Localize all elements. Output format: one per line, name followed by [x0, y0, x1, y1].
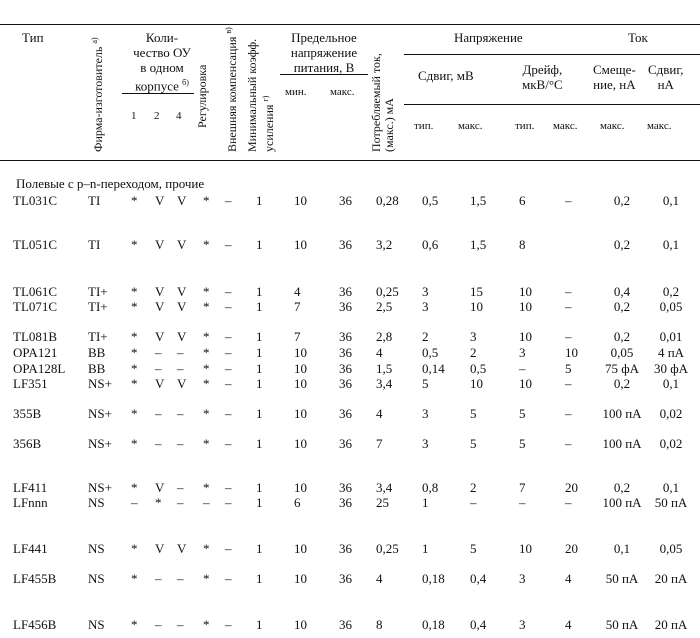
cell-supply-min: 10: [294, 376, 307, 391]
cell-offset-max: 5: [470, 541, 477, 556]
ioffset-max-label: макс.: [647, 120, 672, 132]
cell-current: 1,5: [376, 361, 393, 376]
cell-count-1: –: [131, 495, 138, 510]
cell-min-gain: 1: [256, 571, 263, 586]
cell-bias: 0,2: [613, 299, 631, 314]
cell-drift-typ: –: [519, 495, 526, 510]
cell-type: LF441: [13, 541, 48, 556]
cell-current: 3,4: [376, 376, 393, 391]
cell-ioffset: 0,02: [659, 436, 683, 451]
cell-offset-typ: 1: [422, 495, 429, 510]
cell-maker: NS+: [88, 406, 112, 421]
cell-ext-comp: –: [225, 480, 232, 495]
cell-drift-typ: 5: [519, 436, 526, 451]
cell-supply-max: 36: [339, 436, 352, 451]
cell-bias: 50 пА: [605, 617, 639, 632]
cell-count-4: –: [177, 436, 184, 451]
cell-count-4: V: [177, 237, 187, 252]
cell-type: LF351: [13, 376, 48, 391]
cell-count-4: V: [177, 299, 187, 314]
cell-count-1: *: [131, 617, 138, 632]
cell-drift-typ: 5: [519, 406, 526, 421]
cell-regulation: *: [203, 345, 210, 360]
cell-type: LFnnn: [13, 495, 48, 510]
cell-min-gain: 1: [256, 299, 263, 314]
cell-drift-typ: 10: [519, 299, 532, 314]
cell-count-2: –: [155, 436, 162, 451]
cell-bias: 0,2: [613, 376, 631, 391]
cell-drift-typ: 3: [519, 571, 526, 586]
cell-ext-comp: –: [225, 193, 232, 208]
cell-min-gain: 1: [256, 193, 263, 208]
col-header-bias: Смеще- ние, нА: [593, 62, 636, 92]
cell-drift-max: 20: [565, 541, 578, 556]
cell-regulation: *: [203, 299, 210, 314]
cell-count-2: –: [155, 571, 162, 586]
cell-count-2: V: [155, 299, 165, 314]
cell-drift-typ: 3: [519, 617, 526, 632]
cell-drift-typ: 10: [519, 329, 532, 344]
cell-regulation: –: [203, 495, 210, 510]
cell-supply-min: 10: [294, 345, 307, 360]
cell-count-1: *: [131, 541, 138, 556]
cell-regulation: *: [203, 237, 210, 252]
cell-bias: 50 пА: [605, 571, 639, 586]
cell-ioffset: 0,2: [662, 284, 680, 299]
cell-offset-typ: 3: [422, 284, 429, 299]
cell-supply-max: 36: [339, 406, 352, 421]
cell-bias: 0,05: [610, 345, 634, 360]
col-header-count: Коли- чество ОУ в одном корпусе $^{б)}$: [133, 30, 191, 94]
cell-supply-max: 36: [339, 299, 352, 314]
col-header-drift: Дрейф, мкВ/°C: [522, 62, 563, 92]
cell-supply-min: 10: [294, 480, 307, 495]
cell-current: 8: [376, 617, 383, 632]
cell-regulation: *: [203, 284, 210, 299]
cell-bias: 100 пА: [602, 436, 642, 451]
cell-count-4: –: [177, 571, 184, 586]
cell-supply-min: 6: [294, 495, 301, 510]
cell-maker: NS+: [88, 436, 112, 451]
cell-bias: 0,2: [613, 193, 631, 208]
cell-offset-max: 2: [470, 345, 477, 360]
cell-count-4: V: [177, 284, 187, 299]
cell-offset-typ: 0,6: [422, 237, 439, 252]
cell-ext-comp: –: [225, 571, 232, 586]
offset-typ-label: тип.: [414, 120, 434, 132]
cell-count-2: –: [155, 345, 162, 360]
cell-ext-comp: –: [225, 376, 232, 391]
cell-current: 2,5: [376, 299, 393, 314]
group-header-voltage: Напряжение: [454, 30, 523, 45]
cell-offset-typ: 0,5: [422, 193, 439, 208]
cell-regulation: *: [203, 571, 210, 586]
cell-offset-typ: 0,18: [422, 617, 445, 632]
cell-count-4: –: [177, 361, 184, 376]
cell-ext-comp: –: [225, 284, 232, 299]
cell-count-1: *: [131, 571, 138, 586]
cell-type: LF456B: [13, 617, 57, 632]
cell-type: TL061C: [13, 284, 58, 299]
cell-count-2: V: [155, 193, 165, 208]
cell-count-1: *: [131, 480, 138, 495]
cell-supply-max: 36: [339, 284, 352, 299]
cell-maker: NS+: [88, 480, 112, 495]
cell-drift-typ: 6: [519, 193, 526, 208]
cell-supply-max: 36: [339, 617, 352, 632]
cell-ioffset: 0,02: [659, 406, 683, 421]
cell-count-2: V: [155, 329, 165, 344]
cell-offset-max: 0,4: [470, 617, 487, 632]
cell-type: OPA121: [13, 345, 58, 360]
cell-current: 4: [376, 345, 383, 360]
cell-drift-typ: –: [519, 361, 526, 376]
cell-maker: NS: [88, 617, 105, 632]
cell-current: 3,4: [376, 480, 393, 495]
col-header-min-gain: Минимальный коэфф. усиления $^{г)}$: [245, 38, 276, 152]
cell-maker: BB: [88, 361, 106, 376]
cell-count-1: *: [131, 193, 138, 208]
cell-drift-max: –: [565, 284, 572, 299]
count-sub-1: 1: [131, 110, 137, 122]
cell-bias: 0,2: [613, 480, 631, 495]
cell-min-gain: 1: [256, 345, 263, 360]
supply-max-label: макс.: [330, 86, 355, 98]
cell-drift-max: –: [565, 495, 572, 510]
cell-count-4: V: [177, 376, 187, 391]
cell-maker: NS: [88, 495, 105, 510]
cell-offset-typ: 3: [422, 436, 429, 451]
cell-ext-comp: –: [225, 361, 232, 376]
cell-supply-max: 36: [339, 376, 352, 391]
cell-count-4: –: [177, 495, 184, 510]
cell-current: 4: [376, 571, 383, 586]
cell-drift-typ: 10: [519, 541, 532, 556]
col-header-ioffset: Сдвиг, нА: [648, 62, 684, 92]
cell-current: 2,8: [376, 329, 393, 344]
cell-offset-max: 15: [470, 284, 483, 299]
cell-bias: 0,1: [613, 541, 631, 556]
cell-count-2: V: [155, 480, 165, 495]
cell-min-gain: 1: [256, 361, 263, 376]
cell-drift-max: 4: [565, 617, 572, 632]
cell-supply-max: 36: [339, 571, 352, 586]
cell-ioffset: 0,05: [659, 541, 683, 556]
cell-bias: 0,2: [613, 329, 631, 344]
cell-count-4: V: [177, 193, 187, 208]
col-header-supply: Предельное напряжение питания, В: [290, 30, 358, 75]
cell-offset-max: 3: [470, 329, 477, 344]
cell-maker: TI+: [88, 284, 108, 299]
col-header-offset: Сдвиг, мВ: [418, 68, 474, 83]
cell-drift-max: 10: [565, 345, 578, 360]
cell-count-4: V: [177, 541, 187, 556]
cell-count-4: –: [177, 345, 184, 360]
cell-maker: NS+: [88, 376, 112, 391]
cell-offset-typ: 3: [422, 299, 429, 314]
cell-supply-max: 36: [339, 345, 352, 360]
cell-supply-max: 36: [339, 237, 352, 252]
cell-bias: 0,2: [613, 237, 631, 252]
cell-type: 355B: [13, 406, 42, 421]
section-title: Полевые с p–n-переходом, прочие: [16, 176, 205, 191]
cell-offset-max: 1,5: [470, 237, 487, 252]
count-sub-4: 4: [176, 110, 182, 122]
cell-type: LF455B: [13, 571, 57, 586]
cell-offset-max: 1,5: [470, 193, 487, 208]
cell-maker: BB: [88, 345, 106, 360]
cell-regulation: *: [203, 406, 210, 421]
cell-maker: NS: [88, 541, 105, 556]
cell-supply-min: 7: [294, 299, 301, 314]
cell-ext-comp: –: [225, 345, 232, 360]
cell-type: LF411: [13, 480, 48, 495]
cell-offset-typ: 0,8: [422, 480, 439, 495]
cell-current: 7: [376, 436, 383, 451]
cell-supply-max: 36: [339, 193, 352, 208]
cell-maker: TI: [88, 237, 101, 252]
group-header-current: Ток: [628, 30, 648, 45]
cell-count-1: *: [131, 237, 138, 252]
cell-drift-typ: 3: [519, 345, 526, 360]
cell-count-1: *: [131, 345, 138, 360]
cell-min-gain: 1: [256, 329, 263, 344]
cell-offset-typ: 3: [422, 406, 429, 421]
cell-drift-max: –: [565, 406, 572, 421]
cell-count-1: *: [131, 376, 138, 391]
cell-count-4: V: [177, 329, 187, 344]
cell-count-1: *: [131, 436, 138, 451]
cell-drift-max: –: [565, 193, 572, 208]
cell-ioffset: 0,1: [662, 376, 680, 391]
cell-offset-max: 10: [470, 376, 483, 391]
cell-supply-max: 36: [339, 361, 352, 376]
cell-ext-comp: –: [225, 237, 232, 252]
cell-drift-max: –: [565, 329, 572, 344]
group-sub-rule: [404, 54, 700, 55]
bias-max-label: макс.: [600, 120, 625, 132]
cell-ioffset: 20 пА: [654, 571, 688, 586]
cell-type: TL071C: [13, 299, 58, 314]
cell-offset-typ: 0,5: [422, 345, 439, 360]
cell-min-gain: 1: [256, 480, 263, 495]
col-header-ext-comp: Внешняя компенсация $^{в)}$: [224, 27, 239, 152]
cell-current: 25: [376, 495, 389, 510]
cell-maker: NS: [88, 571, 105, 586]
col-header-type: Тип: [22, 30, 44, 45]
supply-min-label: мин.: [285, 86, 307, 98]
cell-count-2: V: [155, 237, 165, 252]
cell-offset-typ: 1: [422, 541, 429, 556]
cell-regulation: *: [203, 361, 210, 376]
cell-current: 0,28: [376, 193, 399, 208]
cell-count-2: *: [155, 495, 162, 510]
cell-count-2: –: [155, 361, 162, 376]
cell-regulation: *: [203, 617, 210, 632]
cell-maker: TI+: [88, 329, 108, 344]
cell-ioffset: 0,01: [659, 329, 683, 344]
cell-type: TL081B: [13, 329, 58, 344]
cell-ioffset: 50 пА: [654, 495, 688, 510]
cell-ioffset: 30 фА: [653, 361, 689, 376]
cell-count-2: –: [155, 617, 162, 632]
cell-regulation: *: [203, 480, 210, 495]
param-sub-rule: [404, 104, 700, 105]
cell-count-4: –: [177, 406, 184, 421]
cell-bias: 0,4: [613, 284, 631, 299]
cell-supply-min: 10: [294, 361, 307, 376]
cell-count-1: *: [131, 406, 138, 421]
cell-maker: TI+: [88, 299, 108, 314]
cell-offset-typ: 0,14: [422, 361, 445, 376]
cell-regulation: *: [203, 436, 210, 451]
cell-offset-typ: 0,18: [422, 571, 445, 586]
cell-offset-max: 5: [470, 406, 477, 421]
cell-offset-typ: 5: [422, 376, 429, 391]
cell-type: 356B: [13, 436, 42, 451]
cell-current: 4: [376, 406, 383, 421]
cell-supply-max: 36: [339, 495, 352, 510]
cell-ext-comp: –: [225, 541, 232, 556]
cell-min-gain: 1: [256, 617, 263, 632]
cell-count-1: *: [131, 361, 138, 376]
cell-regulation: *: [203, 376, 210, 391]
col-header-maker: Фирма-изготовитель $^{а)}$: [90, 37, 105, 152]
cell-count-2: V: [155, 284, 165, 299]
cell-min-gain: 1: [256, 237, 263, 252]
cell-ext-comp: –: [225, 617, 232, 632]
cell-ext-comp: –: [225, 495, 232, 510]
cell-drift-max: 5: [565, 361, 572, 376]
cell-offset-max: 5: [470, 436, 477, 451]
cell-drift-max: 20: [565, 480, 578, 495]
cell-count-4: –: [177, 480, 184, 495]
cell-min-gain: 1: [256, 376, 263, 391]
cell-ioffset: 20 пА: [654, 617, 688, 632]
cell-offset-max: 2: [470, 480, 477, 495]
cell-min-gain: 1: [256, 436, 263, 451]
cell-count-2: V: [155, 376, 165, 391]
cell-supply-min: 10: [294, 237, 307, 252]
cell-supply-min: 10: [294, 617, 307, 632]
offset-max-label: макс.: [458, 120, 483, 132]
cell-ioffset: 0,1: [662, 193, 680, 208]
cell-supply-min: 10: [294, 436, 307, 451]
table-header-bottom-rule: [0, 160, 700, 161]
cell-offset-max: –: [470, 495, 477, 510]
cell-supply-min: 4: [294, 284, 301, 299]
cell-bias: 100 пА: [602, 406, 642, 421]
cell-drift-typ: 10: [519, 376, 532, 391]
count-sub-2: 2: [154, 110, 160, 122]
cell-drift-max: –: [565, 299, 572, 314]
cell-ioffset: 4 пА: [657, 345, 685, 360]
cell-offset-max: 0,4: [470, 571, 487, 586]
table-top-rule: [0, 24, 700, 25]
cell-ext-comp: –: [225, 299, 232, 314]
cell-offset-max: 0,5: [470, 361, 487, 376]
cell-bias: 75 фА: [604, 361, 640, 376]
cell-min-gain: 1: [256, 495, 263, 510]
cell-ioffset: 0,1: [662, 480, 680, 495]
drift-max-label: макс.: [553, 120, 578, 132]
col-header-current: Потребляемый ток, (макс.) мА: [369, 53, 396, 152]
cell-regulation: *: [203, 193, 210, 208]
cell-regulation: *: [203, 541, 210, 556]
col-header-regulation: Регулировка: [195, 64, 209, 128]
cell-ext-comp: –: [225, 329, 232, 344]
cell-count-2: V: [155, 541, 165, 556]
cell-offset-typ: 2: [422, 329, 429, 344]
cell-drift-typ: 8: [519, 237, 526, 252]
cell-ioffset: 0,05: [659, 299, 683, 314]
cell-min-gain: 1: [256, 284, 263, 299]
cell-supply-min: 10: [294, 541, 307, 556]
cell-drift-typ: 10: [519, 284, 532, 299]
cell-min-gain: 1: [256, 406, 263, 421]
cell-count-1: *: [131, 299, 138, 314]
cell-drift-max: –: [565, 376, 572, 391]
cell-count-2: –: [155, 406, 162, 421]
cell-current: 3,2: [376, 237, 393, 252]
drift-typ-label: тип.: [515, 120, 535, 132]
cell-drift-typ: 7: [519, 480, 526, 495]
cell-current: 0,25: [376, 541, 399, 556]
cell-ext-comp: –: [225, 436, 232, 451]
cell-count-4: –: [177, 617, 184, 632]
cell-supply-max: 36: [339, 480, 352, 495]
cell-drift-max: 4: [565, 571, 572, 586]
cell-bias: 100 пА: [602, 495, 642, 510]
cell-ioffset: 0,1: [662, 237, 680, 252]
cell-supply-max: 36: [339, 541, 352, 556]
cell-supply-min: 10: [294, 571, 307, 586]
cell-count-1: *: [131, 329, 138, 344]
cell-type: TL051C: [13, 237, 58, 252]
cell-min-gain: 1: [256, 541, 263, 556]
cell-ext-comp: –: [225, 406, 232, 421]
cell-supply-max: 36: [339, 329, 352, 344]
cell-count-1: *: [131, 284, 138, 299]
cell-type: TL031C: [13, 193, 58, 208]
cell-offset-max: 10: [470, 299, 483, 314]
cell-drift-max: –: [565, 436, 572, 451]
cell-regulation: *: [203, 329, 210, 344]
cell-supply-min: 7: [294, 329, 301, 344]
cell-current: 0,25: [376, 284, 399, 299]
cell-maker: TI: [88, 193, 101, 208]
cell-supply-min: 10: [294, 406, 307, 421]
cell-supply-min: 10: [294, 193, 307, 208]
cell-type: OPA128L: [13, 361, 66, 376]
